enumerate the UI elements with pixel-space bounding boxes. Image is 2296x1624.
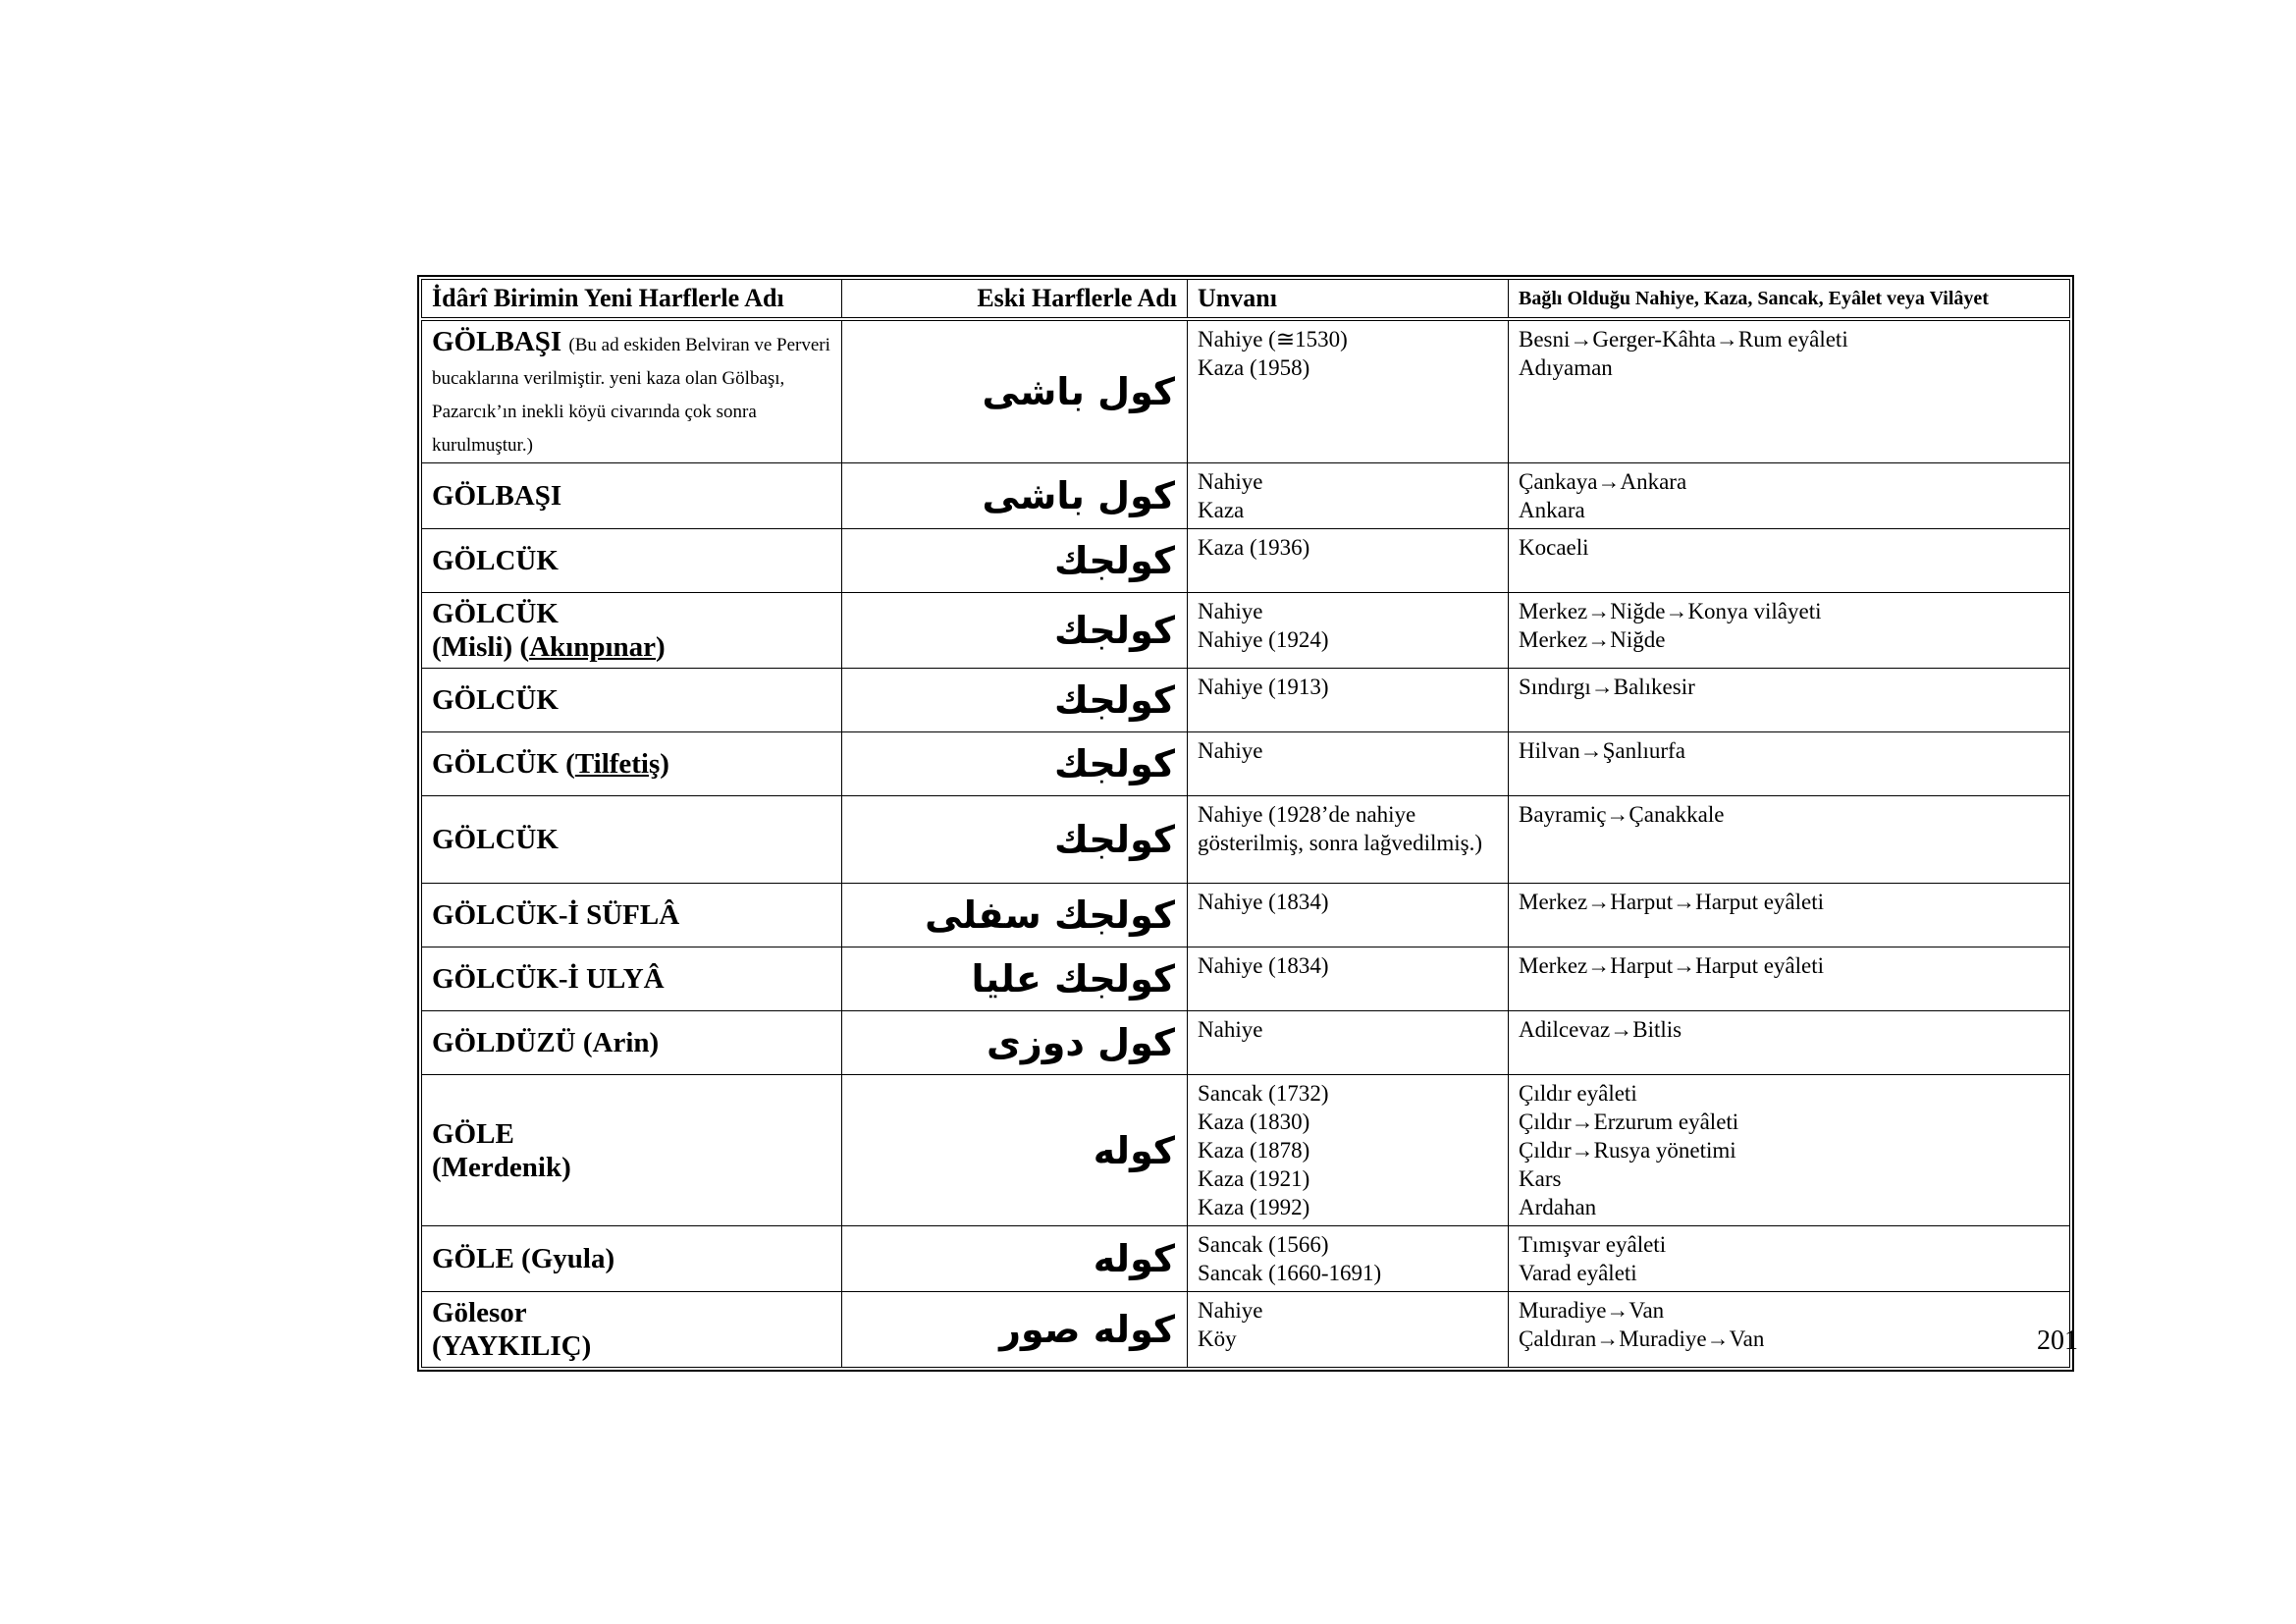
table-row [422, 529, 2070, 593]
row-titles [1188, 319, 1509, 463]
row-name: GÖLCÜK-İ SÜFLÂ [422, 884, 842, 947]
table-row [422, 947, 2070, 1011]
row-title-line: Sancak (1566) [1198, 1232, 1329, 1257]
row-affiliations [1509, 732, 2070, 796]
row-affiliation-line: Muradiye→Van [1519, 1298, 1665, 1323]
row-affiliation-line: Kocaeli [1519, 535, 1589, 560]
row-name-line2 [432, 630, 831, 664]
row-affiliation-line: Kars [1519, 1166, 1562, 1191]
header-new-name: İdârî Birimin Yeni Harflerle Adı [422, 280, 842, 320]
row-title-line: Nahiye [1198, 599, 1263, 623]
row-titles [1188, 463, 1509, 529]
row-affiliation-line: Besni→Gerger-Kâhta→Rum eyâleti [1519, 327, 1848, 352]
row-name: GÖLE (Gyula) [422, 1226, 842, 1292]
row-title-line: Nahiye [1198, 469, 1263, 494]
row-title-line: Sancak (1732) [1198, 1081, 1329, 1106]
row-name: Gölesor [432, 1297, 527, 1328]
row-ottoman-name: كوله صور [842, 1292, 1188, 1368]
row-affiliations [1509, 947, 2070, 1011]
table-row [422, 1075, 2070, 1226]
row-name-cell [422, 1292, 842, 1368]
row-affiliation-line: Çıldır→Erzurum eyâleti [1519, 1110, 1739, 1134]
row-name-cell [422, 1075, 842, 1226]
table-row [422, 669, 2070, 732]
row-name: GÖLCÜK [422, 669, 842, 732]
row-ottoman-name: كولجك [842, 593, 1188, 669]
row-title-line: Nahiye (1913) [1198, 675, 1329, 699]
row-ottoman-name: كوله [842, 1075, 1188, 1226]
gazetteer-table-frame [417, 275, 2074, 1372]
row-title-line: Nahiye [1198, 1017, 1263, 1042]
row-titles [1188, 884, 1509, 947]
row-name-underlined: Tilfetiş [574, 748, 661, 780]
row-affiliations [1509, 669, 2070, 732]
row-affiliations [1509, 1075, 2070, 1226]
row-titles [1188, 1226, 1509, 1292]
row-affiliation-line: Çıldır→Rusya yönetimi [1519, 1138, 1736, 1163]
row-affiliations [1509, 593, 2070, 669]
row-title-line: Nahiye (1834) [1198, 890, 1329, 914]
row-name: GÖLCÜK-İ ULYÂ [422, 947, 842, 1011]
row-ottoman-name: كولجك [842, 796, 1188, 884]
row-name-line2: (YAYKILIÇ) [432, 1330, 592, 1362]
page-number: 201 [2037, 1326, 2078, 1356]
row-title-line: Kaza (1992) [1198, 1195, 1310, 1219]
row-name: GÖLBAŞI [432, 326, 562, 357]
row-affiliation-line: Çıldır eyâleti [1519, 1081, 1637, 1106]
row-title-line: Kaza (1958) [1198, 355, 1310, 380]
row-name-part: (Misli) ( [432, 631, 530, 663]
row-affiliation-line: Sındırgı→Balıkesir [1519, 675, 1695, 699]
row-affiliations [1509, 529, 2070, 593]
row-name: GÖLCÜK ( [432, 748, 575, 780]
row-name: GÖLCÜK [432, 598, 559, 629]
row-affiliations [1509, 319, 2070, 463]
row-name-cell [422, 319, 842, 463]
row-name: GÖLE [432, 1117, 514, 1150]
row-affiliation-line: Adilcevaz→Bitlis [1519, 1017, 1682, 1042]
row-name-cell [422, 593, 842, 669]
row-affiliation-line: Merkez→Niğde [1519, 627, 1666, 652]
table-row [422, 884, 2070, 947]
row-title-line: Nahiye (≅1530) [1198, 327, 1348, 352]
row-name: GÖLBAŞI [422, 463, 842, 529]
row-title-line: Nahiye [1198, 738, 1263, 763]
row-title-line: Nahiye (1924) [1198, 627, 1329, 652]
row-affiliations [1509, 463, 2070, 529]
row-titles [1188, 1292, 1509, 1368]
row-affiliation-line: Varad eyâleti [1519, 1261, 1637, 1285]
header-old-name: Eski Harflerle Adı [842, 280, 1188, 320]
table-header-row [422, 280, 2070, 320]
row-affiliation-line: Merkez→Harput→Harput eyâleti [1519, 953, 1825, 978]
table-row [422, 796, 2070, 884]
row-ottoman-name: كوله [842, 1226, 1188, 1292]
row-affiliations [1509, 1292, 2070, 1368]
row-affiliation-line: Ardahan [1519, 1195, 1597, 1219]
row-affiliations [1509, 1011, 2070, 1075]
row-affiliation-line: Bayramiç→Çanakkale [1519, 802, 1725, 827]
table-row [422, 593, 2070, 669]
row-title-line: Köy [1198, 1326, 1237, 1351]
row-title-line: Kaza [1198, 498, 1245, 522]
table-row [422, 463, 2070, 529]
row-titles [1188, 1075, 1509, 1226]
row-ottoman-name: كول باشى [842, 463, 1188, 529]
table-row [422, 1011, 2070, 1075]
row-affiliation-line: Merkez→Harput→Harput eyâleti [1519, 890, 1825, 914]
row-affiliations [1509, 796, 2070, 884]
table-row [422, 1226, 2070, 1292]
row-title-line: Kaza (1830) [1198, 1110, 1310, 1134]
row-ottoman-name: كول دوزى [842, 1011, 1188, 1075]
row-titles [1188, 732, 1509, 796]
row-title-line: Sancak (1660-1691) [1198, 1261, 1382, 1285]
row-name-line2: (Merdenik) [432, 1151, 571, 1183]
table-row [422, 1292, 2070, 1368]
row-title-line: Kaza (1878) [1198, 1138, 1310, 1163]
row-name-end: ) [660, 748, 669, 780]
row-titles [1188, 529, 1509, 593]
row-name-part: ) [656, 631, 666, 663]
row-title-line: Nahiye (1928’de nahiye gösterilmiş, sonra lağvedilmiş.) [1198, 802, 1483, 855]
row-name: GÖLDÜZÜ (Arin) [422, 1011, 842, 1075]
row-affiliation-line: Tımışvar eyâleti [1519, 1232, 1667, 1257]
row-affiliation-line: Çankaya→Ankara [1519, 469, 1687, 494]
row-name-cell [422, 732, 842, 796]
table-row [422, 732, 2070, 796]
row-affiliation-line: Çaldıran→Muradiye→Van [1519, 1326, 1765, 1351]
table-row [422, 319, 2070, 463]
header-affiliation: Bağlı Olduğu Nahiye, Kaza, Sancak, Eyâlet veya Vilâyet [1509, 280, 2070, 320]
row-name: GÖLCÜK [422, 796, 842, 884]
row-affiliation-line: Hilvan→Şanlıurfa [1519, 738, 1685, 763]
row-titles [1188, 1011, 1509, 1075]
header-title: Unvanı [1188, 280, 1509, 320]
row-note: (Bu ad eskiden Belviran ve Perveri bucaklarına verilmiştir. yeni kaza olan Gölbaşı, Pazarcık’ın inekli köyü civarında çok sonra kurulmuştur.) [432, 335, 830, 456]
row-title-line: Kaza (1921) [1198, 1166, 1310, 1191]
row-titles [1188, 593, 1509, 669]
row-title-line: Nahiye (1834) [1198, 953, 1329, 978]
row-name: GÖLCÜK [422, 529, 842, 593]
row-affiliations [1509, 1226, 2070, 1292]
row-ottoman-name: كولجك [842, 732, 1188, 796]
row-titles [1188, 947, 1509, 1011]
row-ottoman-name: كول باشى [842, 319, 1188, 463]
row-titles [1188, 669, 1509, 732]
row-title-line: Nahiye [1198, 1298, 1263, 1323]
row-ottoman-name: كولجك عليا [842, 947, 1188, 1011]
row-ottoman-name: كولجك سفلى [842, 884, 1188, 947]
row-affiliations [1509, 884, 2070, 947]
row-ottoman-name: كولجك [842, 669, 1188, 732]
row-title-line: Kaza (1936) [1198, 535, 1310, 560]
row-affiliation-line: Ankara [1519, 498, 1585, 522]
gazetteer-table [421, 279, 2070, 1368]
row-affiliation-line: Merkez→Niğde→Konya vilâyeti [1519, 599, 1822, 623]
row-affiliation-line: Adıyaman [1519, 355, 1613, 380]
row-name-underlined: Akınpınar [529, 631, 657, 663]
row-ottoman-name: كولجك [842, 529, 1188, 593]
row-titles [1188, 796, 1509, 884]
